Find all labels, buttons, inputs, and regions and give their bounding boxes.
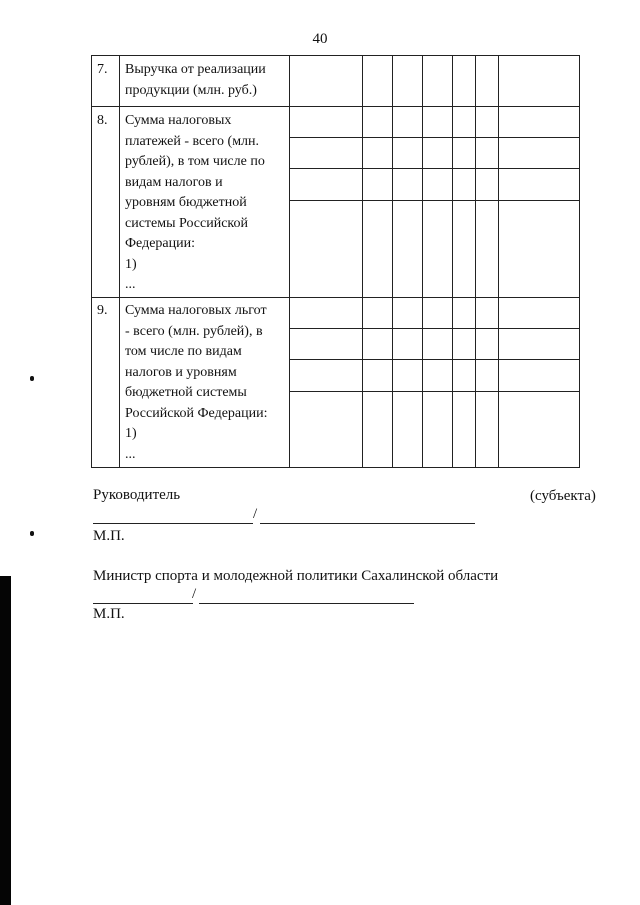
row-7-label: Выручка от реализации продукции (млн. руб.)	[125, 62, 266, 98]
head-signature-line	[93, 523, 253, 524]
row-7-number: 7.	[97, 62, 108, 77]
scan-speck	[30, 531, 34, 536]
row-9-label: Сумма налоговых льгот - всего (млн. рублей), в том числе по видам налогов и уровням бюджетной системы Российской Федерации: 1) ...	[125, 303, 268, 462]
data-table	[91, 55, 580, 468]
minister-signature-line	[93, 603, 193, 604]
row-8-number: 8.	[97, 113, 108, 128]
head-name-line	[260, 523, 475, 524]
stamp-label: М.П.	[93, 528, 125, 544]
minister-label: Министр спорта и молодежной политики Сахалинской области	[93, 568, 499, 584]
signature-separator: /	[253, 506, 258, 522]
subject-label: (субъекта)	[530, 488, 596, 504]
row-9-number: 9.	[97, 303, 108, 318]
scan-speck	[30, 376, 34, 381]
head-label: Руководитель	[93, 487, 181, 503]
stamp-label-2: М.П.	[93, 606, 125, 622]
page-number: 40	[312, 31, 328, 47]
scan-edge-shadow	[0, 576, 11, 905]
minister-name-line	[199, 603, 414, 604]
row-8-label: Сумма налоговых платежей - всего (млн. рублей), в том числе по видам налогов и уровням бюджетной системы Российской Федерации: 1) ...	[125, 113, 265, 292]
signature-separator-2: /	[192, 586, 197, 602]
